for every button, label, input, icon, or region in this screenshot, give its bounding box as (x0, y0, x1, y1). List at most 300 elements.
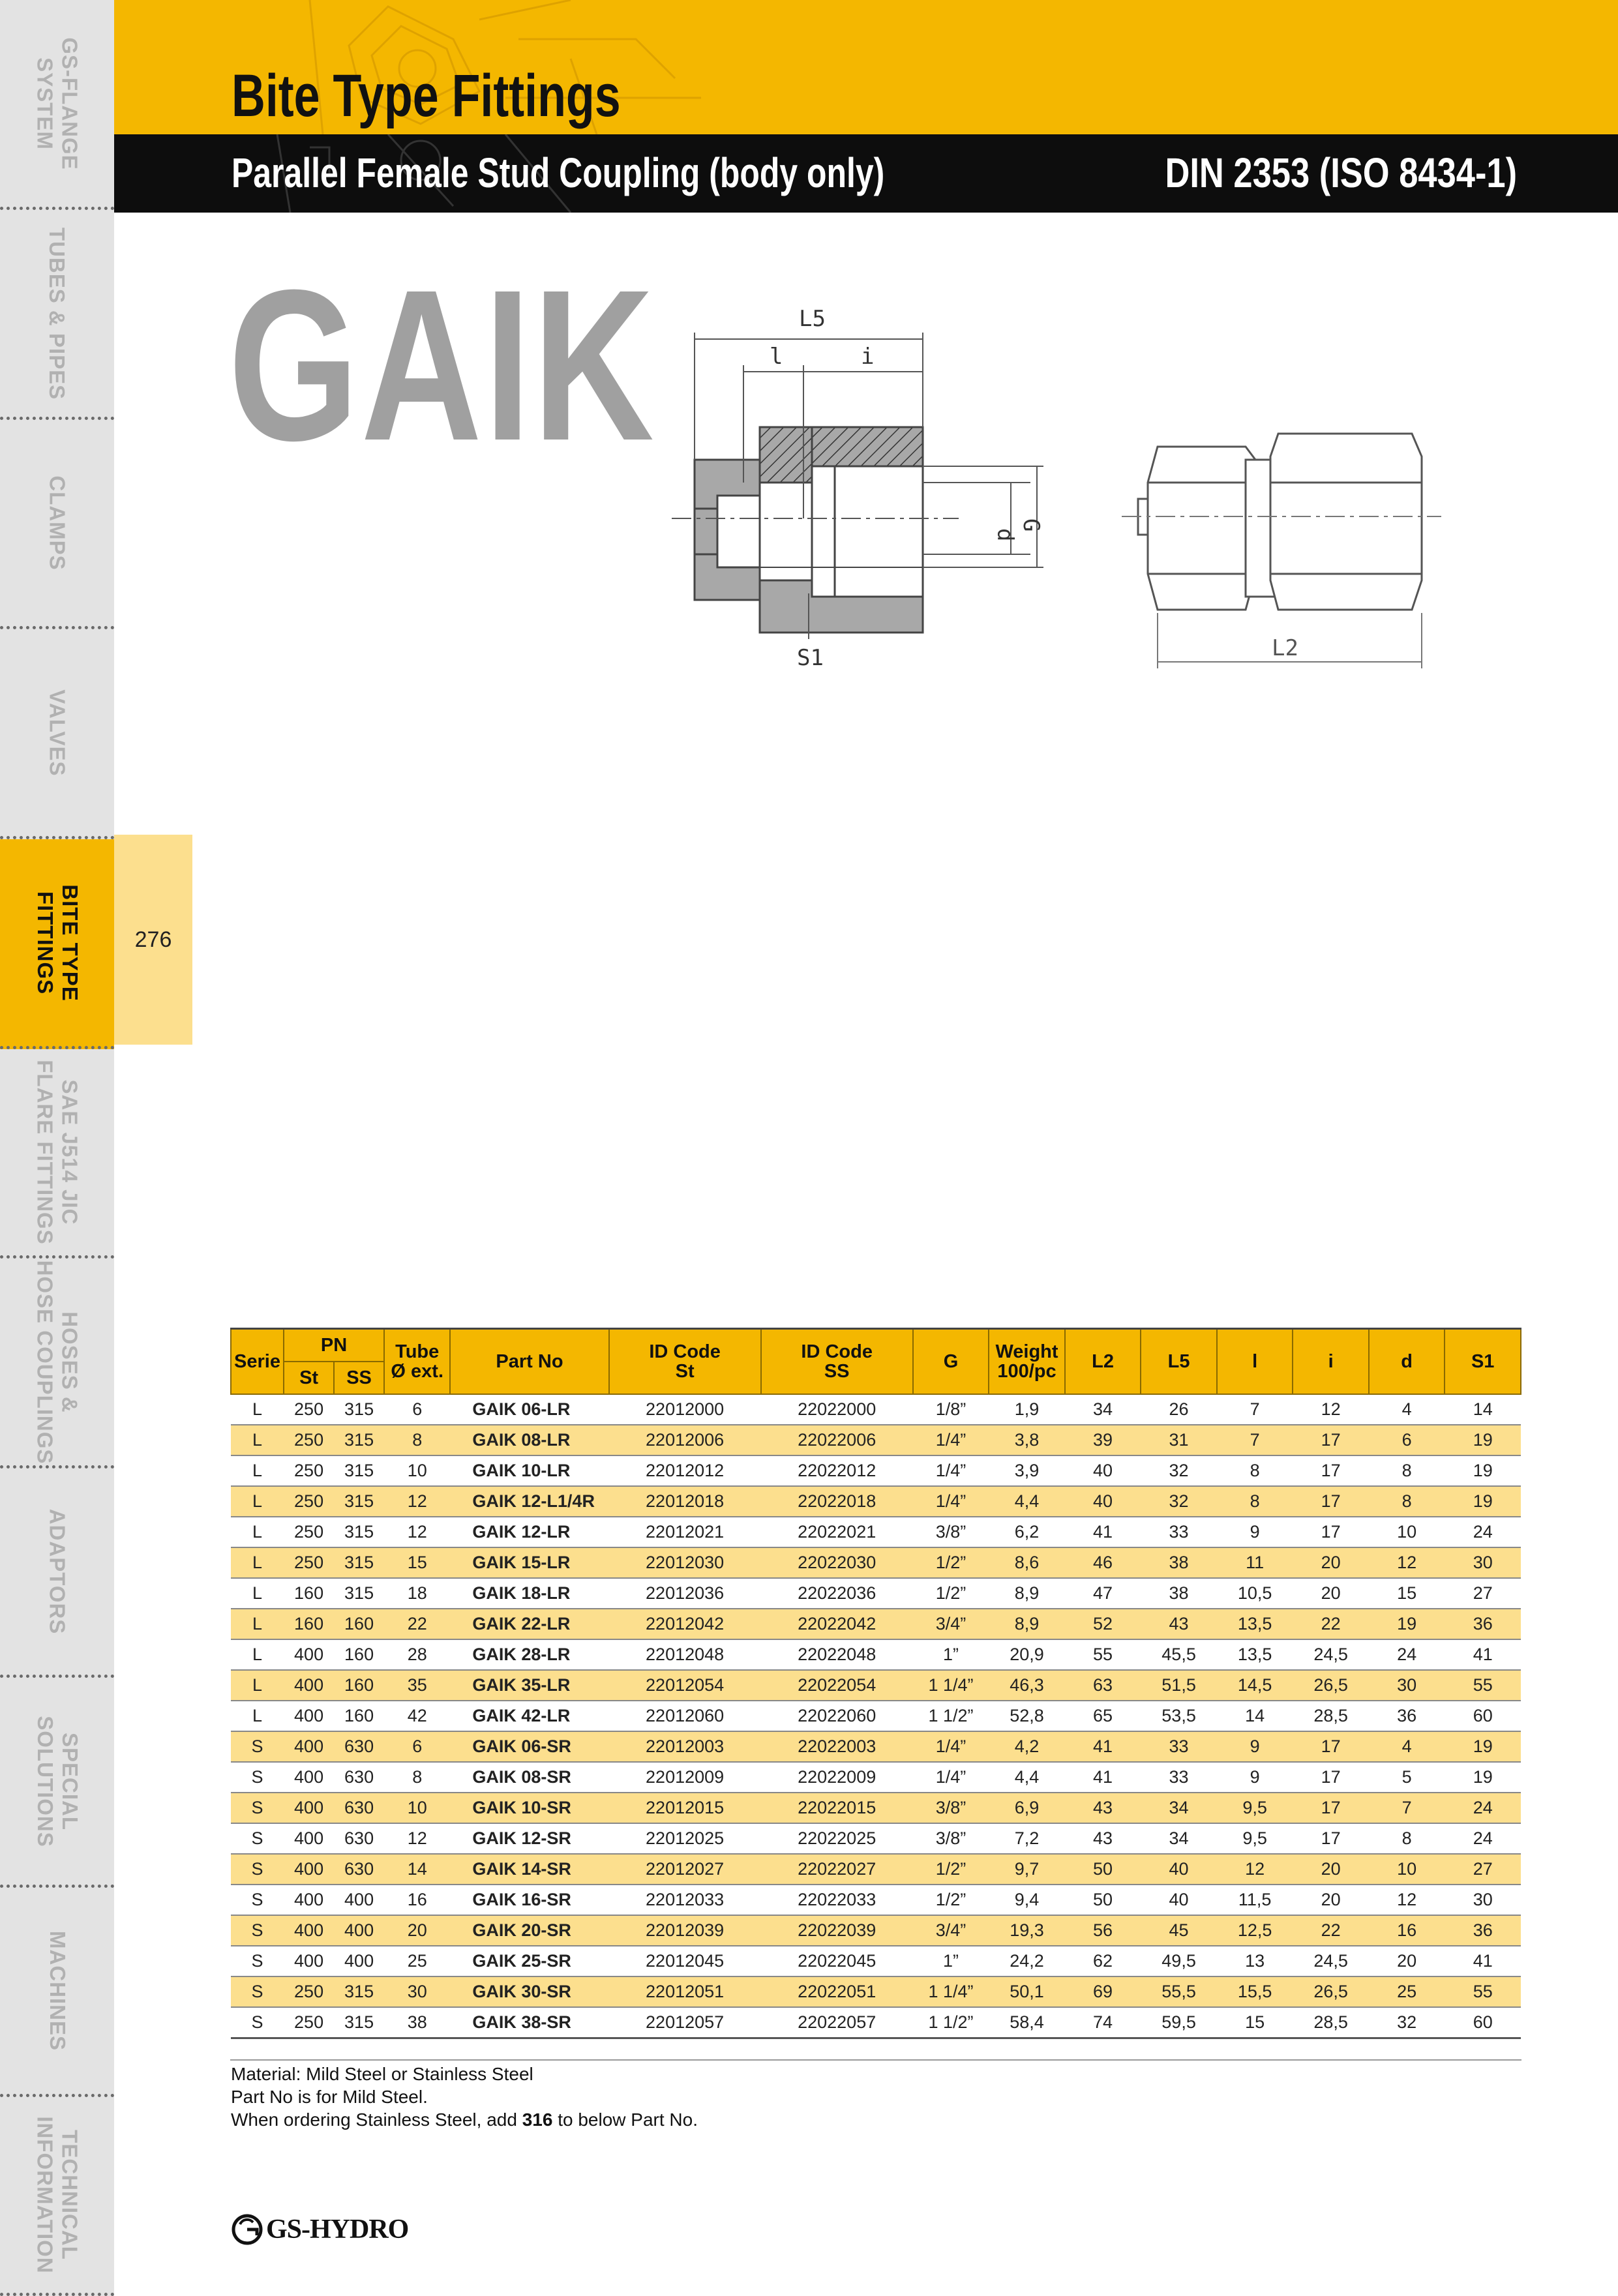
cell-serie: S (231, 1885, 284, 1915)
cell-id-ss: 22022036 (761, 1578, 913, 1609)
cell-id-ss: 22022042 (761, 1609, 913, 1639)
cell-l: 15,5 (1217, 1976, 1293, 2007)
cell-tube: 12 (384, 1823, 450, 1854)
cell-tube: 15 (384, 1547, 450, 1578)
cell-id-st: 22012009 (609, 1762, 761, 1793)
cell-part-no: GAIK 18-LR (450, 1578, 608, 1609)
cell-pn-st: 250 (284, 1455, 334, 1486)
cell-part-no: GAIK 28-LR (450, 1639, 608, 1670)
cell-g: 1 1/2” (913, 1701, 989, 1731)
cell-i: 22 (1293, 1609, 1369, 1639)
table-row (231, 1976, 1521, 2007)
cell-serie: S (231, 1731, 284, 1762)
cell-s1: 36 (1445, 1609, 1521, 1639)
cell-weight: 50,1 (989, 1976, 1065, 2007)
cell-i: 28,5 (1293, 2007, 1369, 2038)
cell-pn-ss: 400 (334, 1946, 384, 1976)
sidebar-tab-label: CLAMPS (45, 475, 70, 571)
col-i: i (1293, 1329, 1369, 1395)
sidebar-tab-label: GS-FLANGE SYSTEM (33, 37, 82, 170)
cell-part-no: GAIK 42-LR (450, 1701, 608, 1731)
cell-l2: 40 (1065, 1455, 1141, 1486)
cell-pn-ss: 315 (334, 1486, 384, 1517)
cell-s1: 55 (1445, 1670, 1521, 1701)
cell-l5: 34 (1141, 1793, 1217, 1823)
cell-weight: 4,2 (989, 1731, 1065, 1762)
cell-part-no: GAIK 12-L1/4R (450, 1486, 608, 1517)
cell-d: 12 (1369, 1885, 1445, 1915)
cell-g: 1/2” (913, 1547, 989, 1578)
cell-l: 11,5 (1217, 1885, 1293, 1915)
cell-g: 1” (913, 1639, 989, 1670)
cell-d: 6 (1369, 1425, 1445, 1455)
cell-id-ss: 22022006 (761, 1425, 913, 1455)
cell-d: 7 (1369, 1793, 1445, 1823)
sidebar-tab-clamps[interactable] (0, 419, 114, 629)
sidebar-tab-sae-j514-jic-flare-fittings[interactable] (0, 1049, 114, 1259)
cell-l: 9,5 (1217, 1793, 1293, 1823)
cell-id-ss: 22022021 (761, 1517, 913, 1547)
col-pn-st: St (284, 1362, 334, 1394)
cell-i: 17 (1293, 1731, 1369, 1762)
cell-s1: 30 (1445, 1547, 1521, 1578)
cell-serie: L (231, 1609, 284, 1639)
cell-weight: 46,3 (989, 1670, 1065, 1701)
sidebar-tab-label: ADAPTORS (45, 1508, 70, 1634)
cell-pn-st: 400 (284, 1823, 334, 1854)
col-s1: S1 (1445, 1329, 1521, 1395)
col-id-st: ID Code St (609, 1329, 761, 1395)
cell-id-ss: 22022060 (761, 1701, 913, 1731)
cell-l5: 33 (1141, 1762, 1217, 1793)
cell-g: 1/4” (913, 1455, 989, 1486)
cell-g: 1/4” (913, 1762, 989, 1793)
sidebar-tab-bite-type-fittings[interactable] (0, 839, 114, 1049)
cell-d: 19 (1369, 1609, 1445, 1639)
col-weight: Weight 100/pc (989, 1329, 1065, 1395)
cell-pn-st: 250 (284, 1547, 334, 1578)
cell-part-no: GAIK 10-LR (450, 1455, 608, 1486)
table-row (231, 1885, 1521, 1915)
cell-pn-st: 250 (284, 2007, 334, 2038)
cell-l: 14,5 (1217, 1670, 1293, 1701)
cell-d: 4 (1369, 1731, 1445, 1762)
cell-pn-st: 400 (284, 1731, 334, 1762)
table-row (231, 1517, 1521, 1547)
table-row (231, 2007, 1521, 2038)
cell-l5: 49,5 (1141, 1946, 1217, 1976)
col-l: l (1217, 1329, 1293, 1395)
col-d: d (1369, 1329, 1445, 1395)
cell-tube: 38 (384, 2007, 450, 2038)
cell-tube: 30 (384, 1976, 450, 2007)
cell-weight: 6,9 (989, 1793, 1065, 1823)
cell-pn-ss: 315 (334, 1976, 384, 2007)
cell-serie: L (231, 1394, 284, 1425)
cell-tube: 42 (384, 1701, 450, 1731)
cell-tube: 10 (384, 1793, 450, 1823)
cell-d: 16 (1369, 1915, 1445, 1946)
sidebar-tab-label: MACHINES (45, 1930, 70, 2051)
cell-tube: 25 (384, 1946, 450, 1976)
dim-label-l5: L5 (799, 306, 826, 332)
cell-s1: 60 (1445, 2007, 1521, 2038)
cell-pn-ss: 630 (334, 1793, 384, 1823)
cell-tube: 8 (384, 1762, 450, 1793)
cell-l: 7 (1217, 1394, 1293, 1425)
cell-id-st: 22012036 (609, 1578, 761, 1609)
cell-id-st: 22012057 (609, 2007, 761, 2038)
cell-d: 25 (1369, 1976, 1445, 2007)
table-row (231, 1854, 1521, 1885)
cell-i: 20 (1293, 1547, 1369, 1578)
cell-l2: 50 (1065, 1854, 1141, 1885)
cell-tube: 28 (384, 1639, 450, 1670)
cell-id-st: 22012006 (609, 1425, 761, 1455)
cell-part-no: GAIK 12-LR (450, 1517, 608, 1547)
cell-weight: 19,3 (989, 1915, 1065, 1946)
cell-i: 26,5 (1293, 1976, 1369, 2007)
cell-l5: 51,5 (1141, 1670, 1217, 1701)
cell-l5: 38 (1141, 1578, 1217, 1609)
cell-weight: 9,4 (989, 1885, 1065, 1915)
cell-pn-st: 160 (284, 1578, 334, 1609)
cell-weight: 20,9 (989, 1639, 1065, 1670)
cell-l2: 65 (1065, 1701, 1141, 1731)
cell-l2: 55 (1065, 1639, 1141, 1670)
cell-id-st: 22012033 (609, 1885, 761, 1915)
cell-l2: 39 (1065, 1425, 1141, 1455)
cell-id-st: 22012060 (609, 1701, 761, 1731)
cell-serie: S (231, 1793, 284, 1823)
table-row (231, 1394, 1521, 1425)
table-row (231, 1425, 1521, 1455)
cell-serie: L (231, 1425, 284, 1455)
cell-part-no: GAIK 30-SR (450, 1976, 608, 2007)
cell-l2: 41 (1065, 1517, 1141, 1547)
cell-i: 28,5 (1293, 1701, 1369, 1731)
cell-l: 9 (1217, 1762, 1293, 1793)
cell-serie: L (231, 1670, 284, 1701)
cell-weight: 6,2 (989, 1517, 1065, 1547)
cell-id-ss: 22022000 (761, 1394, 913, 1425)
cell-g: 1/8” (913, 1394, 989, 1425)
cell-id-st: 22012021 (609, 1517, 761, 1547)
cell-i: 12 (1293, 1394, 1369, 1425)
col-serie: Serie (231, 1329, 284, 1395)
cell-part-no: GAIK 06-LR (450, 1394, 608, 1425)
cell-id-st: 22012054 (609, 1670, 761, 1701)
cell-l2: 34 (1065, 1394, 1141, 1425)
cell-pn-st: 250 (284, 1976, 334, 2007)
cell-id-ss: 22022015 (761, 1793, 913, 1823)
col-pn-ss: SS (334, 1362, 384, 1394)
cell-i: 20 (1293, 1885, 1369, 1915)
cell-id-st: 22012025 (609, 1823, 761, 1854)
cell-i: 20 (1293, 1854, 1369, 1885)
cell-id-st: 22012042 (609, 1609, 761, 1639)
cell-serie: L (231, 1517, 284, 1547)
cell-tube: 10 (384, 1455, 450, 1486)
cell-i: 17 (1293, 1455, 1369, 1486)
notes-divider (230, 2059, 1521, 2061)
cell-id-ss: 22022027 (761, 1854, 913, 1885)
cell-g: 1/4” (913, 1425, 989, 1455)
cell-tube: 12 (384, 1486, 450, 1517)
cell-pn-ss: 630 (334, 1823, 384, 1854)
cell-l2: 56 (1065, 1915, 1141, 1946)
cell-pn-ss: 400 (334, 1885, 384, 1915)
cell-tube: 18 (384, 1578, 450, 1609)
table-row (231, 1639, 1521, 1670)
cell-i: 17 (1293, 1517, 1369, 1547)
cell-tube: 12 (384, 1517, 450, 1547)
cell-weight: 1,9 (989, 1394, 1065, 1425)
cell-weight: 8,9 (989, 1578, 1065, 1609)
sidebar-tab-label: VALVES (45, 689, 70, 777)
cell-i: 24,5 (1293, 1946, 1369, 1976)
cell-s1: 19 (1445, 1731, 1521, 1762)
cell-pn-st: 400 (284, 1639, 334, 1670)
cell-s1: 55 (1445, 1976, 1521, 2007)
cell-l2: 52 (1065, 1609, 1141, 1639)
cell-l5: 32 (1141, 1486, 1217, 1517)
cell-g: 3/8” (913, 1823, 989, 1854)
cell-l: 8 (1217, 1455, 1293, 1486)
cell-l5: 59,5 (1141, 2007, 1217, 2038)
cell-pn-st: 160 (284, 1609, 334, 1639)
cell-serie: S (231, 1915, 284, 1946)
cell-id-ss: 22022057 (761, 2007, 913, 2038)
cell-tube: 35 (384, 1670, 450, 1701)
cell-tube: 6 (384, 1731, 450, 1762)
cell-d: 10 (1369, 1517, 1445, 1547)
cell-l5: 43 (1141, 1609, 1217, 1639)
cell-pn-ss: 630 (334, 1854, 384, 1885)
external-view (1138, 434, 1422, 610)
cell-pn-ss: 160 (334, 1701, 384, 1731)
table-row (231, 1547, 1521, 1578)
standard-code: DIN 2353 (ISO 8434-1) (1165, 149, 1517, 196)
sidebar-tab-machines[interactable] (0, 1887, 114, 2097)
cell-id-st: 22012051 (609, 1976, 761, 2007)
table-row (231, 1946, 1521, 1976)
cell-id-ss: 22022030 (761, 1547, 913, 1578)
cell-id-ss: 22022003 (761, 1731, 913, 1762)
cell-l5: 55,5 (1141, 1976, 1217, 2007)
cell-weight: 24,2 (989, 1946, 1065, 1976)
cell-l5: 31 (1141, 1425, 1217, 1455)
cell-part-no: GAIK 16-SR (450, 1885, 608, 1915)
cell-l5: 34 (1141, 1823, 1217, 1854)
sidebar-tab-special-solutions[interactable] (0, 1678, 114, 1888)
cell-i: 17 (1293, 1425, 1369, 1455)
cell-pn-st: 400 (284, 1701, 334, 1731)
cell-l5: 40 (1141, 1885, 1217, 1915)
cell-serie: S (231, 1946, 284, 1976)
cell-d: 30 (1369, 1670, 1445, 1701)
sidebar (0, 0, 114, 2296)
sidebar-tab-valves[interactable] (0, 629, 114, 839)
cell-id-ss: 22022025 (761, 1823, 913, 1854)
cell-pn-ss: 630 (334, 1762, 384, 1793)
cell-pn-ss: 315 (334, 1517, 384, 1547)
cell-tube: 6 (384, 1394, 450, 1425)
cell-weight: 8,9 (989, 1609, 1065, 1639)
cell-g: 3/4” (913, 1915, 989, 1946)
cell-l2: 62 (1065, 1946, 1141, 1976)
note-ordering: When ordering Stainless Steel, add 316 to below Part No. (231, 2110, 698, 2130)
cell-pn-ss: 400 (334, 1915, 384, 1946)
logo-text: GS-HYDRO (266, 2214, 409, 2244)
cell-g: 1” (913, 1946, 989, 1976)
cell-id-st: 22012048 (609, 1639, 761, 1670)
cell-d: 8 (1369, 1823, 1445, 1854)
cell-i: 17 (1293, 1762, 1369, 1793)
cell-l2: 63 (1065, 1670, 1141, 1701)
cell-l: 15 (1217, 2007, 1293, 2038)
cell-d: 20 (1369, 1946, 1445, 1976)
gs-logo-icon (231, 2213, 263, 2246)
cell-g: 3/4” (913, 1609, 989, 1639)
cell-i: 26,5 (1293, 1670, 1369, 1701)
cell-pn-st: 400 (284, 1946, 334, 1976)
cell-l: 7 (1217, 1425, 1293, 1455)
col-l5: L5 (1141, 1329, 1217, 1395)
cell-pn-ss: 160 (334, 1639, 384, 1670)
cell-id-ss: 22022051 (761, 1976, 913, 2007)
cell-pn-st: 400 (284, 1854, 334, 1885)
cell-id-st: 22012045 (609, 1946, 761, 1976)
table-row (231, 1455, 1521, 1486)
table-row (231, 1486, 1521, 1517)
cell-serie: S (231, 1976, 284, 2007)
cell-serie: L (231, 1547, 284, 1578)
cell-s1: 41 (1445, 1639, 1521, 1670)
sidebar-tab-tubes-pipes[interactable] (0, 210, 114, 420)
cell-pn-ss: 315 (334, 1547, 384, 1578)
cell-l5: 53,5 (1141, 1701, 1217, 1731)
cell-serie: L (231, 1701, 284, 1731)
cell-serie: S (231, 1854, 284, 1885)
cell-l2: 46 (1065, 1547, 1141, 1578)
cell-id-st: 22012030 (609, 1547, 761, 1578)
cell-tube: 14 (384, 1854, 450, 1885)
cell-id-ss: 22022039 (761, 1915, 913, 1946)
sidebar-tab-label: SPECIAL SOLUTIONS (33, 1715, 82, 1847)
cell-part-no: GAIK 10-SR (450, 1793, 608, 1823)
section-view (672, 427, 959, 633)
cell-l: 11 (1217, 1547, 1293, 1578)
cell-s1: 41 (1445, 1946, 1521, 1976)
cell-weight: 3,9 (989, 1455, 1065, 1486)
cell-part-no: GAIK 15-LR (450, 1547, 608, 1578)
product-code: GAIK (228, 245, 656, 485)
cell-g: 1/4” (913, 1486, 989, 1517)
cell-l: 9 (1217, 1517, 1293, 1547)
cell-part-no: GAIK 08-LR (450, 1425, 608, 1455)
gs-hydro-logo (231, 2213, 408, 2246)
cell-pn-st: 250 (284, 1425, 334, 1455)
cell-d: 10 (1369, 1854, 1445, 1885)
sidebar-tab-technical-information[interactable] (0, 2097, 114, 2296)
cell-pn-ss: 315 (334, 1394, 384, 1425)
cell-l: 14 (1217, 1701, 1293, 1731)
cell-pn-ss: 315 (334, 1455, 384, 1486)
col-id-ss: ID Code SS (761, 1329, 913, 1395)
cell-s1: 14 (1445, 1394, 1521, 1425)
cell-pn-st: 400 (284, 1915, 334, 1946)
col-part-no: Part No (450, 1329, 608, 1395)
sidebar-tab-adaptors[interactable] (0, 1468, 114, 1678)
cell-pn-ss: 315 (334, 2007, 384, 2038)
cell-d: 15 (1369, 1578, 1445, 1609)
sidebar-tab-gs-flange-system[interactable] (0, 0, 114, 210)
cell-id-st: 22012012 (609, 1455, 761, 1486)
cell-pn-ss: 160 (334, 1670, 384, 1701)
cell-l5: 33 (1141, 1731, 1217, 1762)
cell-g: 1 1/2” (913, 2007, 989, 2038)
cell-l: 9 (1217, 1731, 1293, 1762)
cell-d: 12 (1369, 1547, 1445, 1578)
cell-d: 32 (1369, 2007, 1445, 2038)
table-row (231, 1670, 1521, 1701)
cell-l2: 43 (1065, 1823, 1141, 1854)
cell-id-ss: 22022018 (761, 1486, 913, 1517)
cell-weight: 8,6 (989, 1547, 1065, 1578)
cell-id-st: 22012003 (609, 1731, 761, 1762)
cell-pn-st: 250 (284, 1394, 334, 1425)
cell-pn-ss: 160 (334, 1609, 384, 1639)
table-row (231, 1793, 1521, 1823)
cell-l5: 40 (1141, 1854, 1217, 1885)
cell-pn-st: 400 (284, 1885, 334, 1915)
table-row (231, 1701, 1521, 1731)
cell-pn-ss: 315 (334, 1425, 384, 1455)
sidebar-tab-label: HOSES & HOSE COUPLINGS (33, 1260, 82, 1464)
cell-part-no: GAIK 12-SR (450, 1823, 608, 1854)
cell-part-no: GAIK 06-SR (450, 1731, 608, 1762)
cell-l2: 41 (1065, 1762, 1141, 1793)
table-row (231, 1915, 1521, 1946)
cell-weight: 3,8 (989, 1425, 1065, 1455)
specification-table (230, 1328, 1521, 2039)
cell-pn-st: 250 (284, 1486, 334, 1517)
cell-serie: S (231, 1823, 284, 1854)
cell-part-no: GAIK 20-SR (450, 1915, 608, 1946)
dim-label-l2: L2 (1272, 635, 1298, 661)
cell-part-no: GAIK 35-LR (450, 1670, 608, 1701)
cell-pn-ss: 315 (334, 1578, 384, 1609)
table-row (231, 1762, 1521, 1793)
cell-s1: 19 (1445, 1486, 1521, 1517)
dim-label-l: l (770, 344, 783, 370)
cell-l2: 74 (1065, 2007, 1141, 2038)
cell-pn-st: 250 (284, 1517, 334, 1547)
cell-part-no: GAIK 14-SR (450, 1854, 608, 1885)
cell-l2: 43 (1065, 1793, 1141, 1823)
sidebar-tab-label: TUBES & PIPES (45, 227, 70, 400)
cell-serie: L (231, 1455, 284, 1486)
cell-g: 1 1/4” (913, 1976, 989, 2007)
table-row (231, 1578, 1521, 1609)
cell-l5: 45,5 (1141, 1639, 1217, 1670)
cell-tube: 8 (384, 1425, 450, 1455)
dim-label-s1: S1 (797, 645, 824, 671)
cell-id-ss: 22022048 (761, 1639, 913, 1670)
sidebar-tab-hoses-hose-couplings[interactable] (0, 1259, 114, 1469)
col-tube: Tube Ø ext. (384, 1329, 450, 1395)
